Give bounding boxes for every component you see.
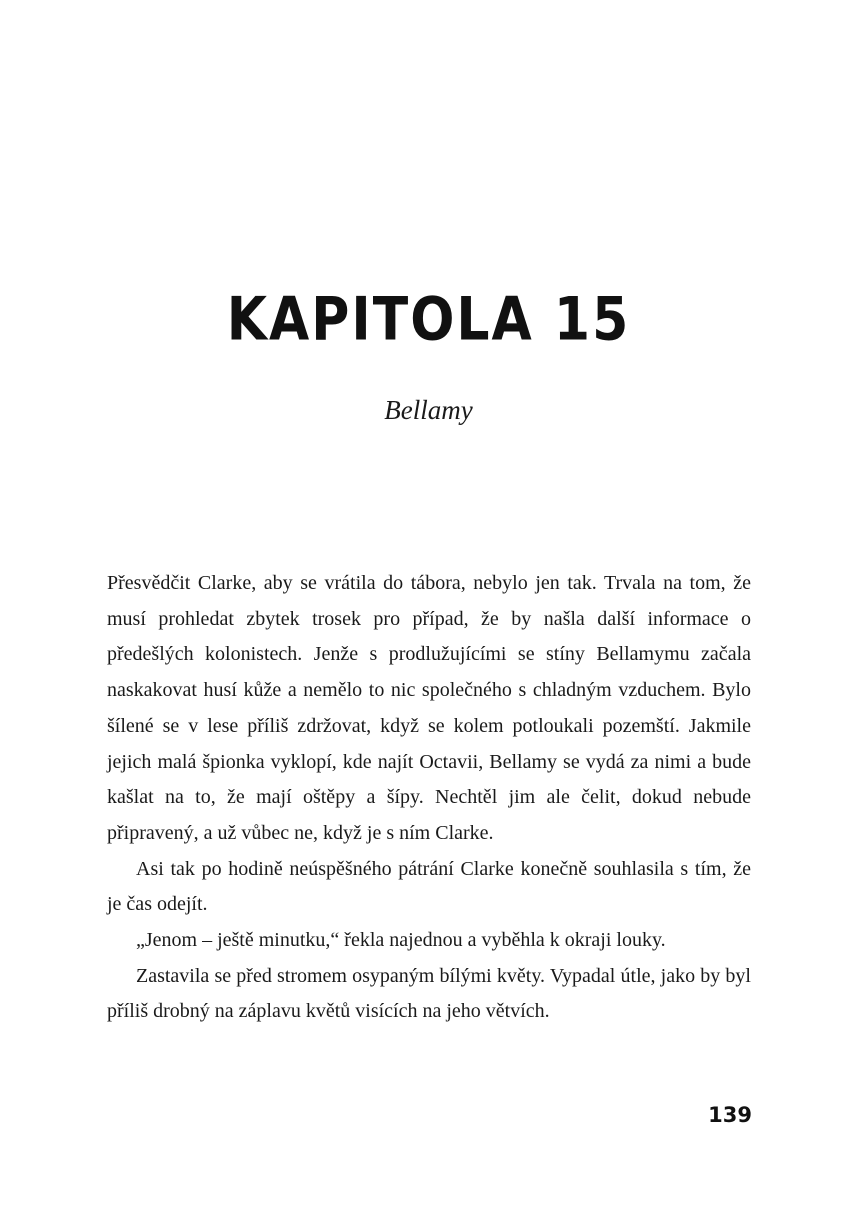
paragraph: Asi tak po hodině neúspěšného pátrání Clarke konečně souhlasila s tím, že je čas odejít.: [107, 857, 751, 916]
chapter-subtitle: Bellamy: [384, 395, 473, 425]
body-text: [107, 566, 751, 1030]
page-number: 139: [708, 1103, 752, 1127]
paragraph: „Jenom – ještě minutku,“ řekla najednou a vyběhla k okraji louky.: [136, 929, 666, 952]
paragraph: Zastavila se před stromem osypaným bílými květy. Vypadal útle, jako by byl příliš drobný na záplavu květů visících na jeho větvích.: [107, 964, 751, 1023]
chapter-title: KAPITOLA 15: [226, 285, 631, 355]
paragraph: Přesvědčit Clarke, aby se vrátila do tábora, nebylo jen tak. Trvala na tom, že musí prohledat zbytek trosek pro případ, že by našla další informace o předešlých kolonistech. Jenže s prodlužujícími se stíny Bellamymu začala naskakovat husí kůže a nemělo to nic společného s chladným vzduchem. Bylo šílené se v lese příliš zdržovat, když se kolem potloukali pozemští. Jakmile jejich malá špionka vyklopí, kde najít Octavii, Bellamy se vydá za nimi a bude kašlat na to, že mají oštěpy a šípy. Nechtěl jim ale čelit, dokud nebude připravený, a už vůbec ne, když je s ním Clarke.: [107, 572, 751, 844]
